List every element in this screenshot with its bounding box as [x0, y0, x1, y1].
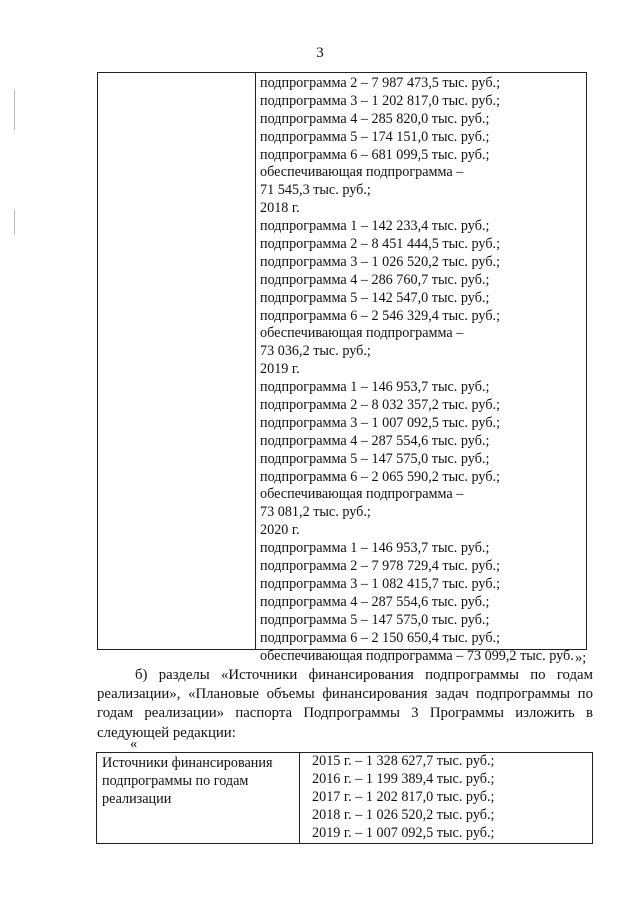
page-number: 3	[316, 45, 324, 61]
financing-line: подпрограмма 2 – 8 451 444,5 тыс. руб.;	[260, 236, 501, 253]
subprogram-3-sources-table	[96, 752, 593, 844]
financing-line: подпрограмма 2 – 8 032 357,2 тыс. руб.;	[260, 397, 501, 414]
financing-line: обеспечивающая подпрограмма – 73 099,2 тыс. руб.	[260, 647, 574, 664]
sources-label-line: Источники финансирования	[102, 755, 273, 771]
financing-line: подпрограмма 6 – 2 546 329,4 тыс. руб.;	[260, 307, 501, 324]
financing-line: 2020 г.	[260, 522, 300, 539]
paragraph-line: годам реализации» паспорта Подпрограммы 3 Программы изложить в	[97, 705, 593, 722]
financing-line: подпрограмма 1 – 146 953,7 тыс. руб.;	[260, 379, 490, 396]
year-amount-line: 2018 г. – 1 026 520,2 тыс. руб.;	[312, 806, 495, 823]
financing-line: подпрограмма 6 – 2 150 650,4 тыс. руб.;	[260, 629, 501, 646]
financing-line: подпрограмма 3 – 1 202 817,0 тыс. руб.;	[260, 92, 501, 109]
financing-line: подпрограмма 5 – 147 575,0 тыс. руб.;	[260, 450, 490, 467]
financing-line: подпрограмма 6 – 2 065 590,2 тыс. руб.;	[260, 468, 501, 485]
financing-line: подпрограмма 4 – 286 760,7 тыс. руб.;	[260, 271, 490, 288]
sources-label-cell	[97, 753, 300, 843]
financing-line: подпрограмма 4 – 285 820,0 тыс. руб.;	[260, 110, 490, 127]
financing-line: 2018 г.	[260, 200, 300, 217]
sources-label-line: подпрограммы по годам	[102, 772, 249, 789]
financing-line: подпрограмма 3 – 1 082 415,7 тыс. руб.;	[260, 575, 501, 592]
financing-line: подпрограмма 5 – 174 151,0 тыс. руб.;	[260, 128, 490, 145]
financing-table-continued	[97, 72, 587, 664]
paragraph-line: б) разделы «Источники финансирования подпрограммы по годам	[135, 667, 593, 683]
scan-artifact	[14, 210, 15, 235]
table-right-cell	[256, 73, 586, 664]
financing-line: подпрограмма 4 – 287 554,6 тыс. руб.;	[260, 432, 490, 449]
year-amount-line: 2016 г. – 1 199 389,4 тыс. руб.;	[312, 770, 495, 787]
year-amount-line: 2017 г. – 1 202 817,0 тыс. руб.;	[312, 788, 495, 805]
financing-line: 2019 г.	[260, 361, 300, 378]
financing-line: подпрограмма 2 – 7 978 729,4 тыс. руб.;	[260, 558, 501, 575]
table-left-cell	[98, 73, 256, 649]
financing-line: 73 036,2 тыс. руб.;	[260, 343, 371, 360]
financing-line: подпрограмма 5 – 142 547,0 тыс. руб.;	[260, 289, 490, 306]
scan-artifact	[14, 90, 15, 130]
financing-line: 73 081,2 тыс. руб.;	[260, 504, 371, 521]
paragraph-line: следующей редакции:	[97, 724, 236, 741]
financing-line: подпрограмма 1 – 146 953,7 тыс. руб.;	[260, 540, 490, 557]
sources-label-line: реализации	[102, 790, 172, 807]
paragraph-line: реализации», «Плановые объемы финансирования задач подпрограммы по	[97, 686, 593, 703]
financing-line: подпрограмма 3 – 1 026 520,2 тыс. руб.;	[260, 253, 501, 270]
financing-line: обеспечивающая подпрограмма –	[260, 325, 464, 342]
financing-line: подпрограмма 4 – 287 554,6 тыс. руб.;	[260, 593, 490, 610]
financing-line: обеспечивающая подпрограмма –	[260, 164, 464, 181]
financing-line: подпрограмма 6 – 681 099,5 тыс. руб.;	[260, 146, 490, 163]
year-amount-line: 2015 г. – 1 328 627,7 тыс. руб.;	[312, 753, 495, 769]
opening-quote: «	[130, 736, 138, 752]
financing-line: подпрограмма 3 – 1 007 092,5 тыс. руб.;	[260, 414, 501, 431]
sources-values-cell	[300, 753, 592, 843]
amendment-paragraph	[97, 666, 593, 743]
year-amount-line: 2019 г. – 1 007 092,5 тыс. руб.;	[312, 824, 495, 841]
financing-line: подпрограмма 5 – 147 575,0 тыс. руб.;	[260, 611, 490, 628]
financing-line: подпрограмма 1 – 142 233,4 тыс. руб.;	[260, 218, 490, 235]
financing-line: 71 545,3 тыс. руб.;	[260, 182, 371, 199]
closing-quote: »;	[575, 650, 587, 666]
financing-line: подпрограмма 2 – 7 987 473,5 тыс. руб.;	[260, 75, 501, 91]
financing-line: обеспечивающая подпрограмма –	[260, 486, 464, 503]
